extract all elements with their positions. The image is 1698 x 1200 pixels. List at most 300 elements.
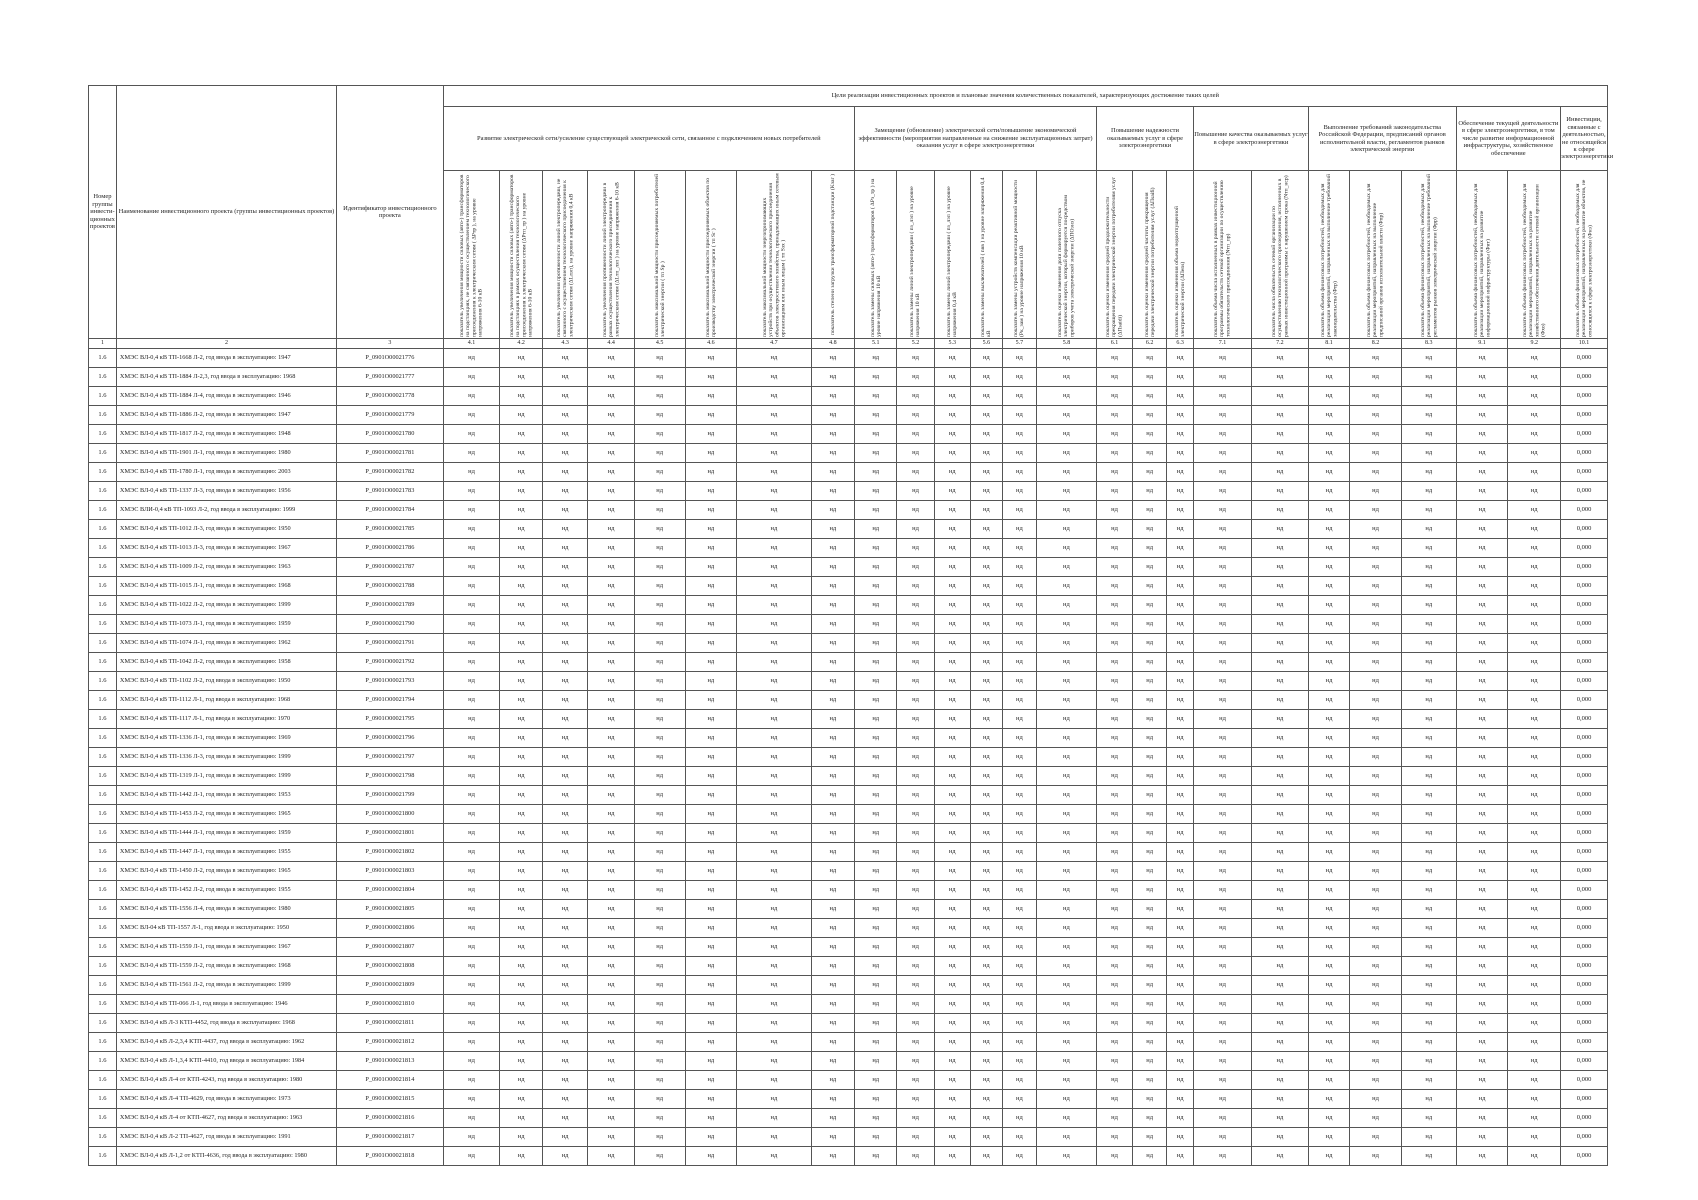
row-indicator-value: нд: [970, 1128, 1002, 1147]
row-indicator-value: нд: [934, 1090, 970, 1109]
row-indicator-value: нд: [500, 596, 542, 615]
row-indicator-value: нд: [1456, 368, 1508, 387]
row-indicator-value: нд: [443, 558, 500, 577]
row-indicator-value: нд: [1002, 729, 1036, 748]
table-row: [89, 900, 1608, 919]
row-indicator-value: нд: [634, 1033, 685, 1052]
column-number: 9.1: [1456, 339, 1508, 349]
row-indicator-value: нд: [1096, 463, 1132, 482]
row-group-number: 1.6: [89, 520, 117, 539]
row-indicator-value: нд: [1002, 976, 1036, 995]
row-indicator-value: нд: [1002, 767, 1036, 786]
row-indicator-value: нд: [811, 938, 854, 957]
row-indicator-value: нд: [1194, 577, 1252, 596]
row-indicator-value: нд: [737, 881, 811, 900]
row-indicator-value: нд: [542, 501, 587, 520]
row-project-id: Р_0901О00021777: [337, 368, 443, 387]
row-indicator-value: нд: [934, 805, 970, 824]
row-group-number: 1.6: [89, 653, 117, 672]
row-indicator-value: нд: [1133, 957, 1167, 976]
row-project-name: ХМЭС ВЛ-0,4 кВ ТП-1884 Л-2,3, год ввода в эксплуатацию: 1968: [116, 368, 336, 387]
row-indicator-value: нд: [1133, 748, 1167, 767]
row-project-id: Р_0901О00021798: [337, 767, 443, 786]
table-row: [89, 520, 1608, 539]
row-indicator-value: нд: [1002, 710, 1036, 729]
row-group-number: 1.6: [89, 824, 117, 843]
row-indicator-value: нд: [1350, 1090, 1402, 1109]
row-indicator-value: нд: [1456, 729, 1508, 748]
row-indicator-value: нд: [443, 881, 500, 900]
row-indicator-value: нд: [897, 615, 934, 634]
row-indicator-value: нд: [1036, 938, 1096, 957]
column-number: 4.6: [685, 339, 737, 349]
row-indicator-value: нд: [1508, 1128, 1561, 1147]
row-indicator-value: нд: [500, 444, 542, 463]
row-indicator-value: нд: [737, 862, 811, 881]
row-indicator-value: нд: [934, 596, 970, 615]
row-indicator-value: нд: [897, 1014, 934, 1033]
row-indicator-value: нд: [934, 919, 970, 938]
header-indicator-10-1: [1561, 171, 1608, 339]
row-project-name: ХМЭС ВЛ-0,4 кВ ТП-1117 Л-1, год ввода в эксплуатацию: 1970: [116, 710, 336, 729]
row-indicator-value: нд: [811, 1090, 854, 1109]
row-indicator-value: нд: [737, 786, 811, 805]
row-indicator-value: нд: [1456, 653, 1508, 672]
row-indicator-value: нд: [737, 729, 811, 748]
row-indicator-value: нд: [1194, 425, 1252, 444]
header-indicator-9-1: [1456, 171, 1508, 339]
header-group-legal: Выполнение требований законодательства Российской Федерации, предписаний органов исполнительной власти, регламентов рынков электрической энергии: [1308, 107, 1456, 171]
row-indicator-value: нд: [1002, 881, 1036, 900]
row-indicator-value: нд: [1167, 482, 1194, 501]
row-indicator-value: нд: [1456, 444, 1508, 463]
row-indicator-value: нд: [500, 387, 542, 406]
row-indicator-value: нд: [737, 425, 811, 444]
row-indicator-value: нд: [500, 520, 542, 539]
row-indicator-value: нд: [1194, 1052, 1252, 1071]
row-indicator-value: нд: [1350, 1071, 1402, 1090]
row-indicator-value: нд: [897, 1090, 934, 1109]
header-group-reliability: Повышение надежности оказываемых услуг в сфере электроэнергетики: [1096, 107, 1193, 171]
row-group-number: 1.6: [89, 729, 117, 748]
row-indicator-value: 0,000: [1561, 349, 1608, 368]
row-indicator-value: нд: [1456, 425, 1508, 444]
row-indicator-value: нд: [1036, 406, 1096, 425]
row-indicator-value: нд: [443, 976, 500, 995]
row-indicator-value: нд: [855, 1014, 897, 1033]
column-number: 5.3: [934, 339, 970, 349]
row-project-name: ХМЭС ВЛ-0,4 кВ Л-4 от КТП-4243, год ввода в эксплуатацию: 1980: [116, 1071, 336, 1090]
indicator-label: показатель объема финансовых потребностей, необходимых для реализации мероприятий, направленных на развитие объектов, не относящихся к сфере электроэнергетики (Фнэ): [1574, 179, 1594, 337]
row-indicator-value: нд: [443, 1090, 500, 1109]
row-indicator-value: нд: [1401, 976, 1456, 995]
row-indicator-value: нд: [1251, 786, 1308, 805]
row-indicator-value: нд: [970, 729, 1002, 748]
row-indicator-value: нд: [1508, 843, 1561, 862]
row-indicator-value: 0,000: [1561, 957, 1608, 976]
row-project-id: Р_0901О00021805: [337, 900, 443, 919]
row-indicator-value: нд: [970, 805, 1002, 824]
row-indicator-value: нд: [500, 691, 542, 710]
row-indicator-value: нд: [588, 577, 635, 596]
row-indicator-value: нд: [897, 349, 934, 368]
row-indicator-value: 0,000: [1561, 1033, 1608, 1052]
indicator-label: показатель максимальной мощности энергопринимающих устройств при осуществлении технологического присоединения объектов электросетевого хозяйства, принадлежащих иным сетевым организациям или иным лицам ( тп Sэх ): [761, 172, 787, 337]
row-indicator-value: нд: [1251, 748, 1308, 767]
row-indicator-value: нд: [1508, 463, 1561, 482]
row-indicator-value: нд: [634, 1071, 685, 1090]
row-indicator-value: нд: [1096, 368, 1132, 387]
row-indicator-value: 0,000: [1561, 938, 1608, 957]
row-indicator-value: нд: [1096, 1033, 1132, 1052]
row-indicator-value: нд: [500, 1014, 542, 1033]
row-indicator-value: нд: [1036, 539, 1096, 558]
row-indicator-value: нд: [1508, 786, 1561, 805]
row-project-id: Р_0901О00021792: [337, 653, 443, 672]
row-indicator-value: нд: [1096, 710, 1132, 729]
row-indicator-value: нд: [934, 900, 970, 919]
row-indicator-value: нд: [1194, 482, 1252, 501]
row-indicator-value: нд: [737, 577, 811, 596]
row-indicator-value: нд: [1194, 919, 1252, 938]
row-indicator-value: нд: [1308, 425, 1349, 444]
row-indicator-value: нд: [811, 463, 854, 482]
row-indicator-value: нд: [1508, 368, 1561, 387]
row-indicator-value: нд: [1350, 729, 1402, 748]
row-indicator-value: нд: [1096, 1014, 1132, 1033]
row-indicator-value: нд: [1167, 881, 1194, 900]
indicator-label: показатель увеличения мощности силовых (авто-) трансформаторов на подстанциях в рамках осуществления технологического присоединения к электрическим сетям (ΔPтп_тр ) на уровне напряжения 6-10 кВ: [508, 174, 534, 337]
row-indicator-value: нд: [1096, 634, 1132, 653]
row-indicator-value: нд: [934, 501, 970, 520]
row-indicator-value: нд: [1350, 1014, 1402, 1033]
row-indicator-value: нд: [934, 1014, 970, 1033]
row-indicator-value: нд: [1133, 501, 1167, 520]
row-indicator-value: нд: [1456, 957, 1508, 976]
row-indicator-value: нд: [588, 1147, 635, 1166]
row-indicator-value: нд: [1456, 558, 1508, 577]
row-indicator-value: нд: [970, 1033, 1002, 1052]
row-indicator-value: нд: [588, 634, 635, 653]
row-indicator-value: нд: [855, 862, 897, 881]
row-indicator-value: нд: [1350, 425, 1402, 444]
header-group-replacement: Замещение (обновление) электрической сети/повышение экономической эффективности (мероприятия направленные на снижение эксплуатационных затрат) оказания услуг в сфере электроэнергетики: [855, 107, 1097, 171]
row-indicator-value: нд: [1194, 938, 1252, 957]
row-indicator-value: нд: [588, 1090, 635, 1109]
row-indicator-value: нд: [1350, 577, 1402, 596]
table-row: [89, 881, 1608, 900]
row-indicator-value: нд: [588, 596, 635, 615]
row-indicator-value: нд: [500, 1109, 542, 1128]
row-indicator-value: нд: [1096, 881, 1132, 900]
table-row: [89, 672, 1608, 691]
row-indicator-value: нд: [634, 710, 685, 729]
row-indicator-value: нд: [737, 387, 811, 406]
row-indicator-value: нд: [1308, 843, 1349, 862]
row-indicator-value: нд: [634, 900, 685, 919]
row-project-id: Р_0901О00021806: [337, 919, 443, 938]
row-indicator-value: нд: [1002, 900, 1036, 919]
row-indicator-value: нд: [500, 349, 542, 368]
row-group-number: 1.6: [89, 501, 117, 520]
row-indicator-value: нд: [1167, 805, 1194, 824]
row-indicator-value: нд: [1194, 824, 1252, 843]
row-indicator-value: нд: [737, 1033, 811, 1052]
row-indicator-value: нд: [685, 1109, 737, 1128]
row-indicator-value: нд: [1350, 767, 1402, 786]
row-indicator-value: нд: [588, 1033, 635, 1052]
row-indicator-value: нд: [685, 406, 737, 425]
row-indicator-value: нд: [934, 444, 970, 463]
header-indicator-5-1: [855, 171, 897, 339]
row-indicator-value: нд: [1036, 824, 1096, 843]
row-indicator-value: нд: [1096, 558, 1132, 577]
row-project-id: Р_0901О00021812: [337, 1033, 443, 1052]
row-indicator-value: нд: [970, 1071, 1002, 1090]
row-indicator-value: нд: [1308, 1052, 1349, 1071]
row-indicator-value: нд: [542, 653, 587, 672]
row-indicator-value: нд: [1133, 995, 1167, 1014]
row-indicator-value: нд: [542, 881, 587, 900]
row-indicator-value: нд: [855, 1147, 897, 1166]
row-indicator-value: нд: [1308, 900, 1349, 919]
row-group-number: 1.6: [89, 1090, 117, 1109]
row-indicator-value: нд: [855, 824, 897, 843]
row-indicator-value: нд: [588, 995, 635, 1014]
row-indicator-value: нд: [897, 1128, 934, 1147]
row-indicator-value: нд: [500, 729, 542, 748]
row-indicator-value: нд: [1508, 805, 1561, 824]
row-indicator-value: нд: [443, 824, 500, 843]
row-indicator-value: нд: [685, 938, 737, 957]
row-indicator-value: нд: [685, 1147, 737, 1166]
row-indicator-value: нд: [1194, 1014, 1252, 1033]
row-indicator-value: нд: [1167, 710, 1194, 729]
row-indicator-value: нд: [685, 881, 737, 900]
row-indicator-value: нд: [588, 653, 635, 672]
row-indicator-value: нд: [1251, 615, 1308, 634]
table-row: [89, 349, 1608, 368]
row-indicator-value: нд: [811, 1033, 854, 1052]
table-row: [89, 748, 1608, 767]
row-indicator-value: нд: [685, 368, 737, 387]
row-indicator-value: нд: [634, 653, 685, 672]
row-project-name: ХМЭС ВЛ-0,4 кВ ТП-1453 Л-2, год ввода в эксплуатацию: 1965: [116, 805, 336, 824]
row-project-id: Р_0901О00021804: [337, 881, 443, 900]
row-indicator-value: нд: [737, 938, 811, 957]
row-indicator-value: нд: [542, 672, 587, 691]
row-project-id: Р_0901О00021807: [337, 938, 443, 957]
row-indicator-value: нд: [811, 748, 854, 767]
column-number: 5.6: [970, 339, 1002, 349]
row-indicator-value: нд: [811, 691, 854, 710]
row-indicator-value: нд: [1350, 634, 1402, 653]
row-indicator-value: нд: [934, 1128, 970, 1147]
table-row: [89, 805, 1608, 824]
row-indicator-value: нд: [1456, 767, 1508, 786]
row-indicator-value: нд: [1350, 596, 1402, 615]
row-project-name: ХМЭС ВЛ-0,4 кВ ТП-1886 Л-2, год ввода в эксплуатацию: 1947: [116, 406, 336, 425]
row-project-name: ХМЭС ВЛ-0,4 кВ ТП-1336 Л-1, год ввода в эксплуатацию: 1969: [116, 729, 336, 748]
row-indicator-value: нд: [1308, 672, 1349, 691]
row-indicator-value: нд: [1167, 1014, 1194, 1033]
row-indicator-value: нд: [634, 558, 685, 577]
row-project-name: ХМЭС ВЛ-0,4 кВ ТП-1668 Л-2, год ввода в эксплуатацию: 1947: [116, 349, 336, 368]
row-indicator-value: нд: [1002, 482, 1036, 501]
row-indicator-value: нд: [1036, 482, 1096, 501]
row-indicator-value: нд: [500, 1147, 542, 1166]
row-indicator-value: нд: [500, 748, 542, 767]
row-group-number: 1.6: [89, 349, 117, 368]
row-indicator-value: нд: [897, 1052, 934, 1071]
row-indicator-value: нд: [1036, 862, 1096, 881]
row-indicator-value: нд: [1096, 615, 1132, 634]
row-indicator-value: нд: [1167, 957, 1194, 976]
row-indicator-value: нд: [1508, 482, 1561, 501]
row-indicator-value: нд: [685, 577, 737, 596]
row-indicator-value: нд: [1456, 805, 1508, 824]
row-indicator-value: нд: [1456, 1147, 1508, 1166]
row-indicator-value: нд: [542, 1128, 587, 1147]
row-indicator-value: нд: [1350, 691, 1402, 710]
row-indicator-value: нд: [855, 368, 897, 387]
row-indicator-value: нд: [811, 1109, 854, 1128]
row-indicator-value: нд: [542, 1109, 587, 1128]
row-indicator-value: нд: [1401, 1090, 1456, 1109]
row-indicator-value: нд: [811, 596, 854, 615]
row-project-id: Р_0901О00021800: [337, 805, 443, 824]
row-indicator-value: нд: [1096, 425, 1132, 444]
table-row: [89, 995, 1608, 1014]
row-indicator-value: нд: [500, 843, 542, 862]
row-indicator-value: нд: [1036, 748, 1096, 767]
indicator-label: показатель оценки изменения объема недоотпущенной электрической энергии (ΔПens): [1174, 205, 1187, 337]
row-indicator-value: нд: [1456, 710, 1508, 729]
row-indicator-value: нд: [1036, 881, 1096, 900]
row-project-id: Р_0901О00021793: [337, 672, 443, 691]
table-row: [89, 767, 1608, 786]
row-indicator-value: нд: [542, 691, 587, 710]
row-indicator-value: нд: [1036, 425, 1096, 444]
row-indicator-value: нд: [737, 444, 811, 463]
row-indicator-value: нд: [1167, 634, 1194, 653]
row-project-name: ХМЭС ВЛ-04 кВ ТП-1557 Л-1, год ввода в эксплуатацию: 1950: [116, 919, 336, 938]
row-indicator-value: нд: [970, 596, 1002, 615]
row-indicator-value: нд: [685, 1090, 737, 1109]
row-indicator-value: нд: [737, 748, 811, 767]
row-indicator-value: нд: [934, 558, 970, 577]
row-indicator-value: нд: [1133, 881, 1167, 900]
row-indicator-value: нд: [634, 824, 685, 843]
row-indicator-value: нд: [588, 976, 635, 995]
row-indicator-value: нд: [634, 501, 685, 520]
row-indicator-value: нд: [588, 824, 635, 843]
row-indicator-value: нд: [934, 349, 970, 368]
row-indicator-value: нд: [588, 1128, 635, 1147]
row-indicator-value: нд: [1036, 691, 1096, 710]
table-row: [89, 501, 1608, 520]
row-indicator-value: нд: [542, 520, 587, 539]
row-indicator-value: нд: [811, 862, 854, 881]
row-indicator-value: нд: [1350, 482, 1402, 501]
row-indicator-value: нд: [934, 615, 970, 634]
row-indicator-value: нд: [1096, 349, 1132, 368]
table-row: [89, 615, 1608, 634]
row-indicator-value: нд: [685, 1052, 737, 1071]
row-indicator-value: нд: [500, 957, 542, 976]
row-indicator-value: нд: [1133, 558, 1167, 577]
row-indicator-value: 0,000: [1561, 1109, 1608, 1128]
row-indicator-value: 0,000: [1561, 1071, 1608, 1090]
header-indicator-5-6: [970, 171, 1002, 339]
row-indicator-value: нд: [970, 425, 1002, 444]
row-indicator-value: 0,000: [1561, 1052, 1608, 1071]
row-indicator-value: нд: [1401, 1033, 1456, 1052]
column-number: 6.3: [1167, 339, 1194, 349]
row-indicator-value: нд: [1350, 995, 1402, 1014]
row-indicator-value: нд: [588, 748, 635, 767]
column-number: 9.2: [1508, 339, 1561, 349]
row-indicator-value: нд: [934, 710, 970, 729]
row-indicator-value: нд: [970, 577, 1002, 596]
row-indicator-value: нд: [1401, 843, 1456, 862]
row-indicator-value: нд: [897, 444, 934, 463]
row-indicator-value: нд: [897, 1109, 934, 1128]
row-indicator-value: нд: [1036, 1147, 1096, 1166]
row-indicator-value: нд: [1002, 919, 1036, 938]
row-indicator-value: нд: [685, 1033, 737, 1052]
row-indicator-value: нд: [737, 672, 811, 691]
header-indicator-4-8: [811, 171, 854, 339]
row-indicator-value: нд: [500, 1071, 542, 1090]
row-indicator-value: нд: [811, 577, 854, 596]
row-indicator-value: нд: [1167, 1033, 1194, 1052]
table-row: [89, 406, 1608, 425]
row-indicator-value: нд: [1002, 786, 1036, 805]
row-indicator-value: нд: [685, 425, 737, 444]
row-project-id: Р_0901О00021801: [337, 824, 443, 843]
row-indicator-value: нд: [542, 919, 587, 938]
row-indicator-value: нд: [1308, 615, 1349, 634]
row-group-number: 1.6: [89, 425, 117, 444]
row-indicator-value: нд: [737, 710, 811, 729]
row-indicator-value: нд: [1401, 1147, 1456, 1166]
row-indicator-value: нд: [1456, 843, 1508, 862]
row-indicator-value: нд: [1401, 501, 1456, 520]
row-indicator-value: нд: [1002, 539, 1036, 558]
row-indicator-value: нд: [1456, 881, 1508, 900]
row-indicator-value: нд: [897, 634, 934, 653]
row-group-number: 1.6: [89, 710, 117, 729]
row-indicator-value: нд: [1251, 767, 1308, 786]
row-indicator-value: нд: [1133, 786, 1167, 805]
row-indicator-value: нд: [634, 672, 685, 691]
row-indicator-value: нд: [1251, 482, 1308, 501]
row-indicator-value: нд: [1456, 1033, 1508, 1052]
row-indicator-value: нд: [811, 634, 854, 653]
row-indicator-value: нд: [1308, 1109, 1349, 1128]
row-indicator-value: нд: [934, 881, 970, 900]
row-project-id: Р_0901О00021813: [337, 1052, 443, 1071]
row-indicator-value: нд: [500, 786, 542, 805]
row-indicator-value: нд: [811, 805, 854, 824]
row-indicator-value: нд: [685, 957, 737, 976]
table-row: [89, 1071, 1608, 1090]
row-indicator-value: нд: [1002, 463, 1036, 482]
row-indicator-value: 0,000: [1561, 444, 1608, 463]
row-indicator-value: нд: [634, 577, 685, 596]
row-indicator-value: нд: [1350, 710, 1402, 729]
